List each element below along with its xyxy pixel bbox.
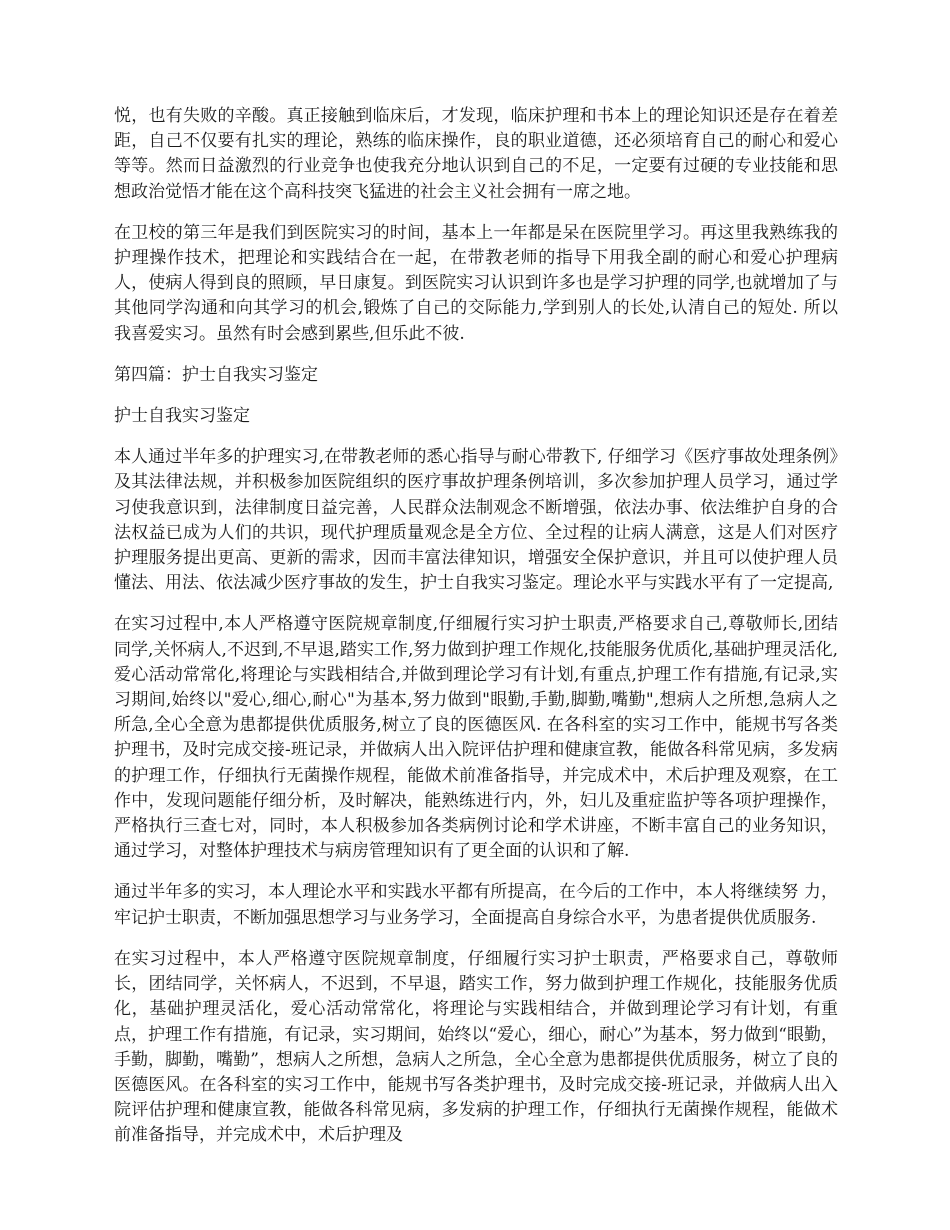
document-page xyxy=(114,104,838,1165)
body-paragraph: 悦，也有失败的辛酸。真正接触到临床后，才发现，临床护理和书本上的理论知识还是存在着差距，自己不仅要有扎实的理论，熟练的临床操作，良的职业道德，还必须培育自己的耐心和爱心等等。然而日益激烈的行业竞争也使我充分地认识到自己的不足，一定要有过硬的专业技能和思想政治觉悟才能在这个高科技突飞猛进的社会主义社会拥有一席之地。 xyxy=(114,106,838,202)
section-heading: 第四篇：护士自我实习鉴定 xyxy=(114,364,318,385)
body-paragraph: 在卫校的第三年是我们到医院实习的时间，基本上一年都是呆在医院里学习。再这里我熟练我的护理操作技术，把理论和实践结合在一起，在带教老师的指导下用我全副的耐心和爱心护理病人，使病人得到良的照顾，早日康复。到医院实习认识到许多也是学习护理的同学,也就增加了与其他同学沟通和向其学习的机会,锻炼了自己的交际能力,学到别人的长处,认清自己的短处. 所以我喜爱实习。虽然有时会感到累些,但乐此不彼. xyxy=(114,222,838,344)
body-paragraph: 在实习过程中，本人严格遵守医院规章制度，仔细履行实习护士职责，严格要求自己，尊敬师长，团结同学，关怀病人，不迟到，不早退，踏实工作，努力做到护理工作规化，技能服务优质化，基础护理灵活化，爱心活动常常化，将理论与实践相结合，并做到理论学习有计划，有重点，护理工作有措施，有记录，实习期间，始终以“爱心，细心，耐心”为基本，努力做到“眼勤，手勤，脚勤，嘴勤”，想病人之所想，急病人之所急，全心全意为患都提供优质服务，树立了良的医德医风。在各科室的实习工作中，能规书写各类护理书，及时完成交接-班记录，并做病人出入院评估护理和健康宣教，能做各科常见病，多发病的护理工作，仔细执行无菌操作规程，能做术前准备指导，并完成术中，术后护理及 xyxy=(114,948,838,1146)
body-paragraph: 通过半年多的实习，本人理论水平和实践水平都有所提高，在今后的工作中，本人将继续努 力，牢记护士职责，不断加强思想学习与业务学习，全面提高自身综合水平，为患者提供优质服务. xyxy=(114,882,838,928)
document-title: 护士自我实习鉴定 xyxy=(114,406,250,427)
body-paragraph: 在实习过程中,本人严格遵守医院规章制度,仔细履行实习护士职责,严格要求自己,尊敬师长,团结同学,关怀病人,不迟到,不早退,踏实工作,努力做到护理工作规化,技能服务优质化,基础护理灵活化,爱心活动常常化,将理论与实践相结合,并做到理论学习有计划,有重点,护理工作有措施,有记录,实习期间,始终以"爱心,细心,耐心"为基本,努力做到"眼勤,手勤,脚勤,嘴勤",想病人之所想,急病人之所急,全心全意为患都提供优质服务,树立了良的医德医风. 在各科室的实习工作中，能规书写各类护理书，及时完成交接-班记录，并做病人出入院评估护理和健康宣教，能做各科常见病，多发病的护理工作，仔细执行无菌操作规程，能做术前准备指导，并完成术中，术后护理及观察，在工作中，发现问题能仔细分析，及时解决，能熟练进行内，外，妇儿及重症监护等各项护理操作，严格执行三查七对，同时，本人积极参加各类病例讨论和学术讲座，不断丰富自己的业务知识，通过学习，对整体护理技术与病房管理知识有了更全面的认识和了解. xyxy=(114,614,838,862)
body-paragraph: 本人通过半年多的护理实习,在带教老师的悉心指导与耐心带教下, 仔细学习《医疗事故处理条例》及其法律法规，并积极参加医院组织的医疗事故护理条例培训，多次参加护理人员学习，通过学习使我意识到，法律制度日益完善，人民群众法制观念不断增强，依法办事、依法维护自身的合法权益已成为人们的共识，现代护理质量观念是全方位、全过程的让病人满意，这是人们对医疗护理服务提出更高、更新的需求，因而丰富法律知识，增强安全保护意识，并且可以使护理人员懂法、用法、依法减少医疗事故的发生，护士自我实习鉴定。理论水平与实践水平有了一定提高, xyxy=(114,447,838,594)
